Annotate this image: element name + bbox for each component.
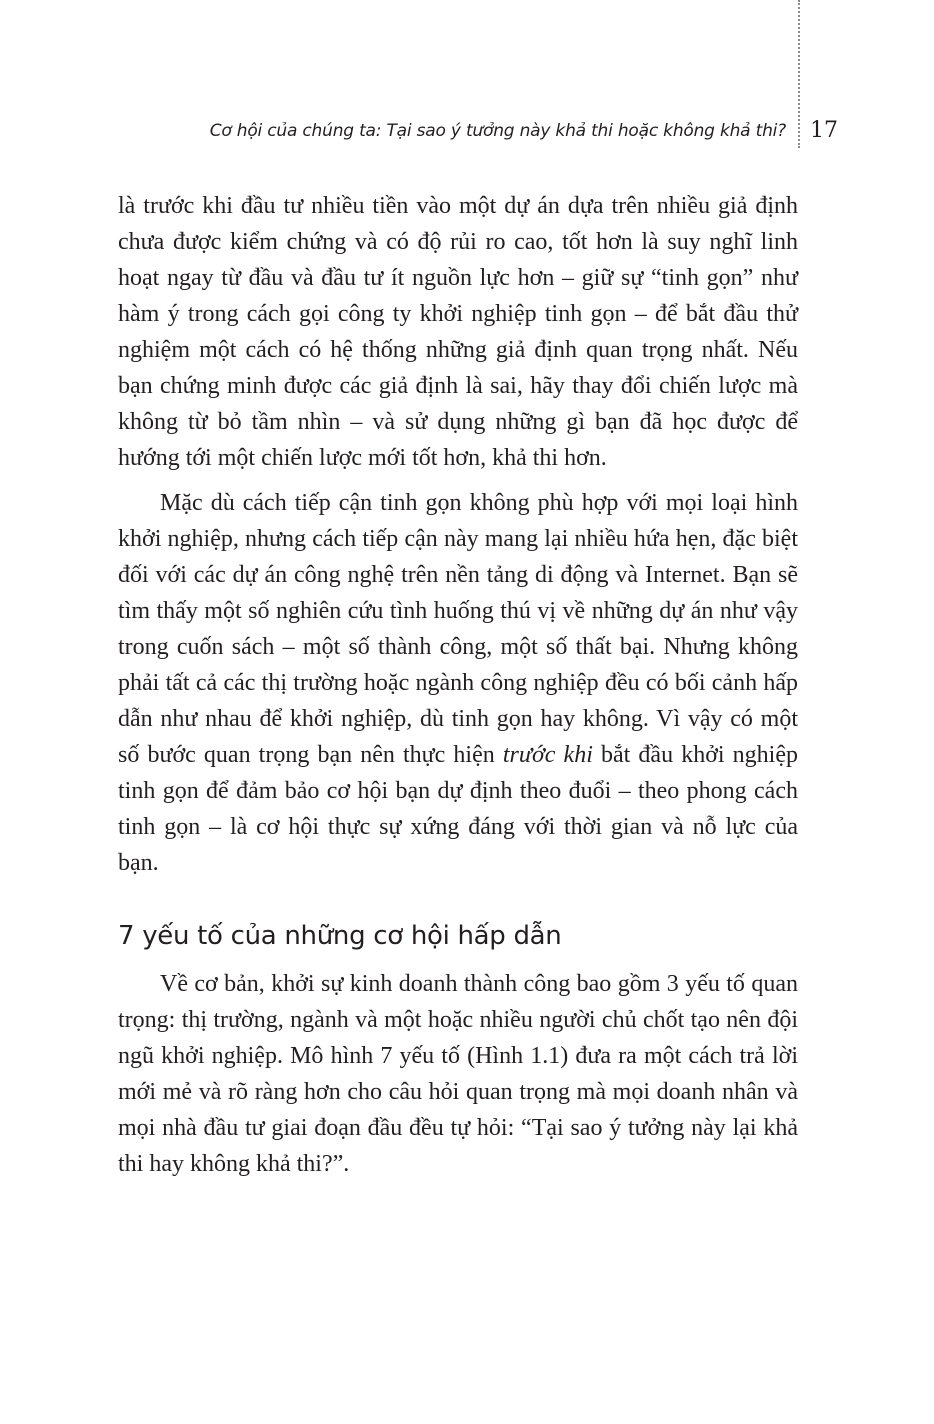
paragraph-text-before-emphasis: Mặc dù cách tiếp cận tinh gọn không phù hợp với mọi loại hình khởi nghiệp, nhưng cách tiếp cận này mang lại nhiều hứa hẹn, đặc biệt đối với các dự án công nghệ trên nền tảng di động và Internet. Bạn sẽ tìm thấy một số nghiên cứu tình huống thú vị về những dự án như vậy trong cuốn sách – một số thành công, một số thất bại. Nhưng không phải tất cả các thị trường hoặc ngành công nghiệp đều có bối cảnh hấp dẫn như nhau để khởi nghiệp, dù tinh gọn hay không. Vì vậy có một số bước quan trọng bạn nên thực hiện	[118, 490, 798, 768]
body-text	[118, 188, 798, 1182]
paragraph-seven-factors: Về cơ bản, khởi sự kinh doanh thành công bao gồm 3 yếu tố quan trọng: thị trường, ngành và một hoặc nhiều người chủ chốt tạo nên đội ngũ khởi nghiệp. Mô hình 7 yếu tố (Hình 1.1) đưa ra một cách trả lời mới mẻ và rõ ràng hơn cho câu hỏi quan trọng mà mọi doanh nhân và mọi nhà đầu tư giai đoạn đầu đều tự hỏi: “Tại sao ý tưởng này lại khả thi hay không khả thi?”.	[118, 971, 798, 1177]
running-header-title: Cơ hội của chúng ta: Tại sao ý tưởng này khả thi hoặc không khả thi?	[209, 121, 786, 141]
section-heading: 7 yếu tố của những cơ hội hấp dẫn	[118, 921, 562, 951]
paragraph-lean-approach	[118, 485, 798, 881]
paragraph-text-after-emphasis: bắt đầu khởi nghiệp tinh gọn để đảm bảo cơ hội bạn dự định theo đuổi – theo phong cách tinh gọn – là cơ hội thực sự xứng đáng với thời gian và nỗ lực của bạn.	[118, 742, 798, 876]
emphasis-text: trước khi	[502, 742, 593, 768]
dotted-margin-rule	[798, 0, 800, 148]
page-number: 17	[810, 118, 838, 143]
paragraph-continued: là trước khi đầu tư nhiều tiền vào một dự án dựa trên nhiều giả định chưa được kiểm chứng và có độ rủi ro cao, tốt hơn là suy nghĩ linh hoạt ngay từ đầu và đầu tư ít nguồn lực hơn – giữ sự “tinh gọn” như hàm ý trong cách gọi công ty khởi nghiệp tinh gọn – để bắt đầu thử nghiệm một cách có hệ thống những giả định quan trọng nhất. Nếu bạn chứng minh được các giả định là sai, hãy thay đổi chiến lược mà không từ bỏ tầm nhìn – và sử dụng những gì bạn đã học được để hướng tới một chiến lược mới tốt hơn, khả thi hơn.	[118, 193, 798, 471]
